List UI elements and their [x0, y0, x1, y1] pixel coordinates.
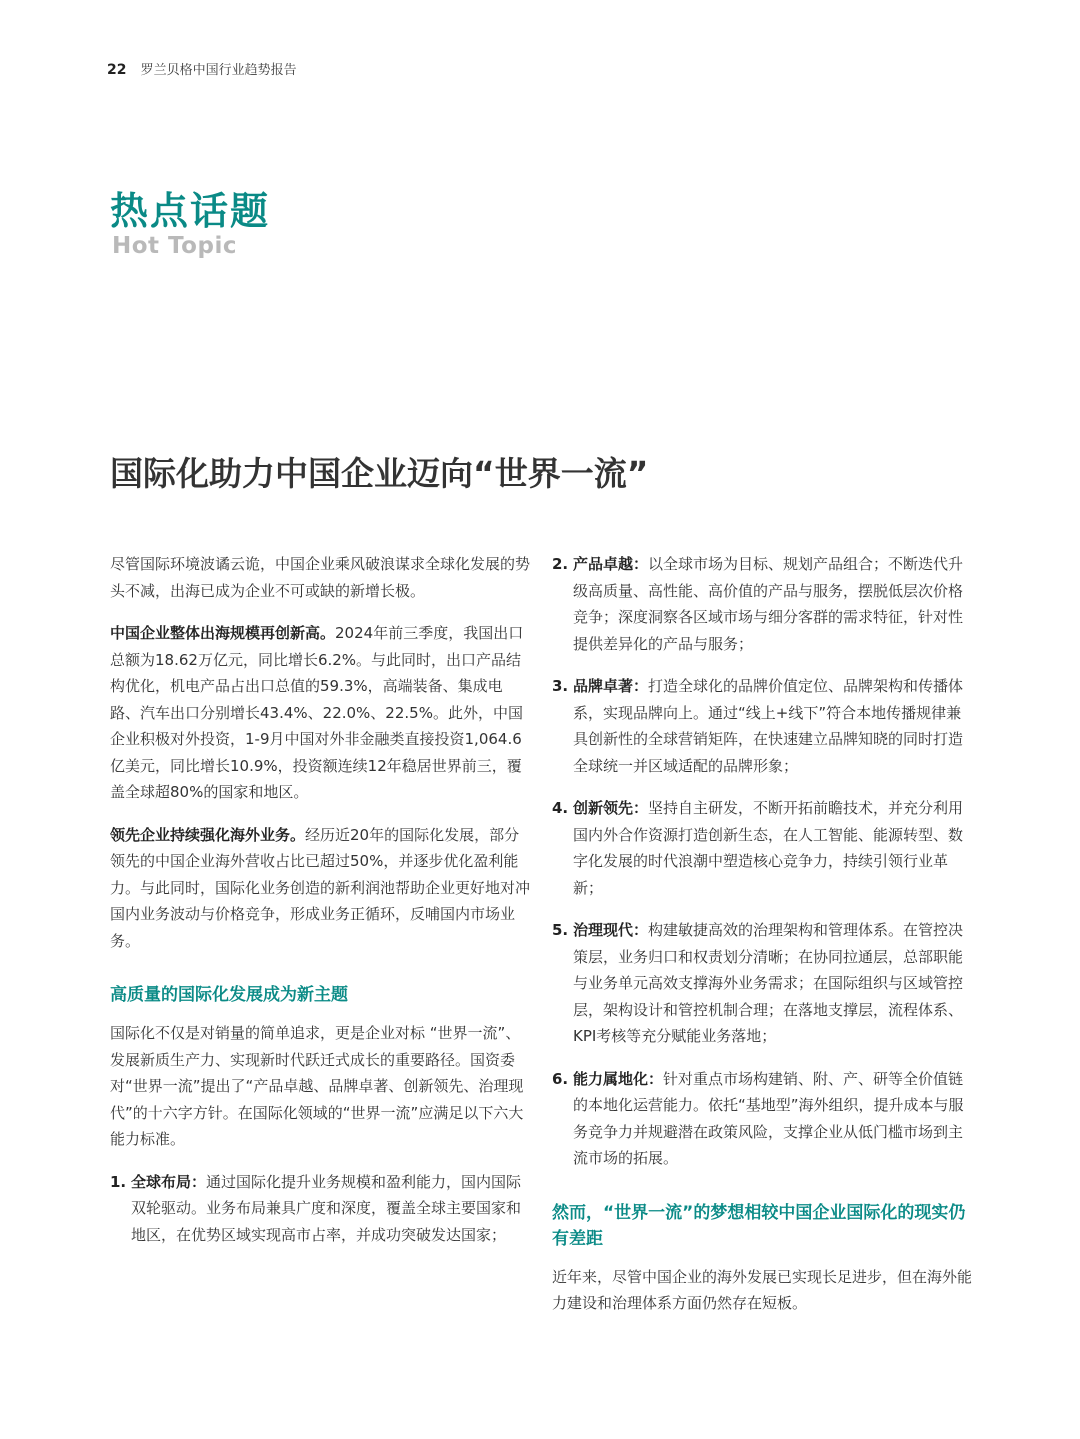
list-item-lead: 全球布局：	[131, 1172, 207, 1191]
paragraph-overseas-business	[110, 822, 530, 955]
list-number: 2.	[552, 555, 569, 573]
paragraph-closing: 近年来，尽管中国企业的海外发展已实现长足进步，但在海外能力建设和治理体系方面仍然存在短板。	[552, 1267, 973, 1312]
list-item-lead: 治理现代：	[573, 921, 649, 939]
paragraph-export-scale	[110, 620, 530, 806]
page-header	[107, 59, 297, 78]
section-title-en: Hot Topic	[112, 233, 237, 259]
list-item-body: 以全球市场为目标、规划产品组合；不断迭代升级高质量、高性能、高价值的产品与服务，摆脱低层次价格竞争；深度洞察各区域市场与细分客群的需求特征，针对性提供差异化的产品与服务；	[573, 555, 964, 653]
list-item-lead: 创新领先：	[573, 799, 649, 817]
list-text	[573, 1066, 972, 1172]
list-item-body: 通过国际化提升业务规模和盈利能力，国内国际双轮驱动。业务布局兼具广度和深度，覆盖全球主要国家和地区，在优势区域实现高市占率，并成功突破发达国家；	[131, 1172, 522, 1244]
list-item-lead: 能力属地化：	[573, 1069, 664, 1088]
list-text	[573, 551, 972, 657]
list-item-body: 打造全球化的品牌价值定位、品牌架构和传播体系，实现品牌向上。通过“线上+线下”符合本地传播规律兼具创新性的全球营销矩阵，在快速建立品牌知晓的同时打造全球统一并区域适配的品牌形象；	[573, 677, 964, 775]
list-text	[573, 917, 972, 1050]
list-text	[573, 673, 972, 779]
list-item-body: 构建敏捷高效的治理架构和管理体系。在管控决策层，业务归口和权责划分清晰；在协同拉通层，总部职能与业务单元高效支撑海外业务需求；在国际组织与区域管控层，架构设计和管控机制合理；在落地支撑层，流程体系、KPI考核等充分赋能业务落地；	[573, 921, 964, 1045]
report-title: 罗兰贝格中国行业趋势报告	[140, 63, 297, 78]
right-column	[552, 551, 972, 1333]
paragraph-lead: 中国企业整体出海规模再创新高。	[110, 624, 336, 642]
intro-paragraph: 尽管国际环境波谲云诡，中国企业乘风破浪谋求全球化发展的势头不减，出海已成为企业不可或缺的新增长极。	[110, 555, 531, 600]
list-item	[552, 673, 972, 779]
page-number: 22	[107, 62, 127, 78]
list-number: 4.	[552, 799, 569, 817]
paragraph-world-class: 国际化不仅是对销量的简单追求，更是企业对标 “世界一流”、发展新质生产力、实现新时代跃迁式成长的重要路径。国资委对“世界一流”提出了“产品卓越、品牌卓著、创新领先、治理现代”的十六字方针。在国际化领域的“世界一流”应满足以下六大能力标准。	[110, 1024, 524, 1148]
list-number: 1.	[110, 1172, 127, 1191]
subheading-gap: 然而，“世界一流”的梦想相较中国企业国际化的现实仍有差距	[552, 1202, 966, 1249]
paragraph-body: 2024年前三季度，我国出口总额为18.62万亿元，同比增长6.2%。与此同时，出口产品结构优化，机电产品占出口总值的59.3%，高端装备、集成电路、汽车出口分别增长43.4%、22.0%、22.5%。此外，中国企业积极对外投资，1-9月中国对外非金融类直接投资1,064.6亿美元，同比增长10.9%，投资额连续12年稳居世界前三，覆盖全球超80%的国家和地区。	[110, 624, 524, 801]
paragraph-lead: 领先企业持续强化海外业务。	[110, 825, 306, 844]
list-number: 3.	[552, 677, 569, 695]
list-number: 6.	[552, 1069, 569, 1088]
list-item	[552, 551, 972, 657]
list-item	[552, 795, 972, 901]
list-item-body: 针对重点市场构建销、附、产、研等全价值链的本地化运营能力。依托“基地型”海外组织，提升成本与服务竞争力并规避潜在政策风险，支撑企业从低门槛市场到主流市场的拓展。	[573, 1069, 964, 1167]
list-item	[552, 1066, 972, 1172]
list-item-lead: 品牌卓著：	[573, 677, 649, 695]
list-item-body: 坚持自主研发，不断开拓前瞻技术，并充分利用国内外合作资源打造创新生态，在人工智能、能源转型、数字化发展的时代浪潮中塑造核心竞争力，持续引领行业革新；	[573, 799, 964, 897]
article-title: 国际化助力中国企业迈向“世界一流”	[110, 454, 649, 493]
list-item	[552, 917, 972, 1050]
subheading-high-quality: 高质量的国际化发展成为新主题	[110, 985, 348, 1005]
list-number: 5.	[552, 921, 569, 939]
paragraph-body: 经历近20年的国际化发展，部分领先的中国企业海外营收占比已超过50%，并逐步优化盈利能力。与此同时，国际化业务创造的新利润池帮助企业更好地对冲国内业务波动与价格竞争，形成业务正循环，反哺国内市场业务。	[110, 825, 531, 950]
list-text	[131, 1169, 530, 1249]
list-item-lead: 产品卓越：	[573, 555, 649, 573]
list-item	[110, 1169, 530, 1249]
list-text	[573, 795, 972, 901]
left-column	[110, 551, 530, 1264]
section-title-zh: 热点话题	[110, 189, 271, 233]
